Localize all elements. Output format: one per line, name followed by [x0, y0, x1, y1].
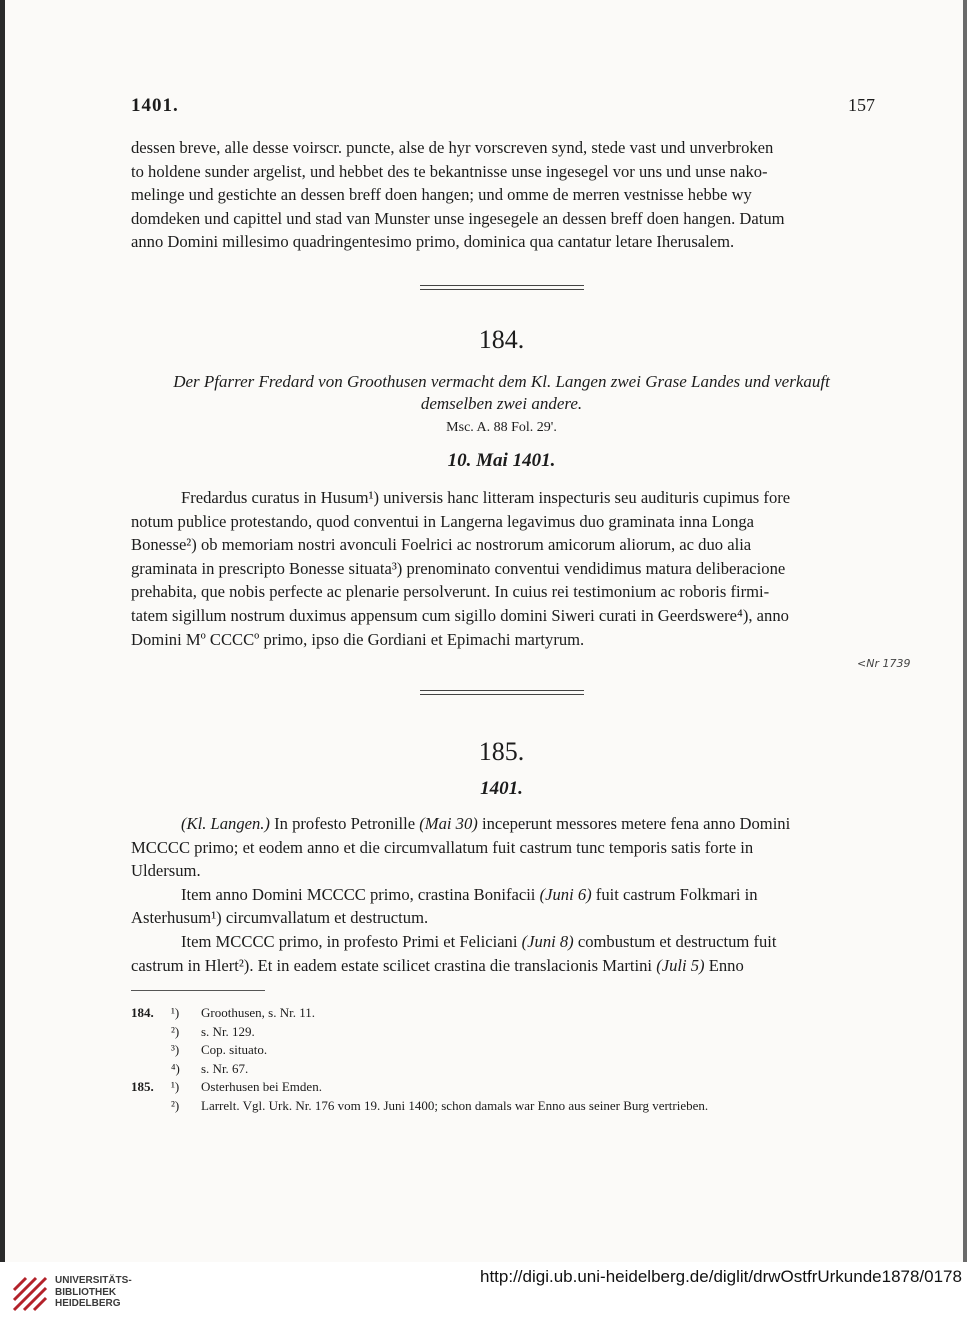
text-line: melinge und gestichte an dessen breff doen hangen; und omme de merren vestnisse hebbe wy — [131, 185, 752, 205]
footnote: ³) Cop. situato. — [171, 1042, 268, 1058]
text-line: Uldersum. — [131, 861, 201, 881]
document-184-title — [131, 371, 872, 415]
permalink-url[interactable]: http://digi.ub.uni-heidelberg.de/diglit/drwOstfrUrkunde1878/0178 — [480, 1267, 962, 1286]
library-logo-icon[interactable] — [12, 1276, 48, 1312]
text-line: notum publice protestando, quod conventui in Langerna legavimus duo graminata inna Longa — [131, 511, 755, 531]
text-line: prehabita, que nobis perfecte ac plenarie persolverunt. In cuius rei testimonium ac roboris firmi- — [131, 582, 770, 602]
section-divider — [420, 289, 584, 290]
text-line: Asterhusum¹) circumvallatum et destructum. — [131, 908, 429, 928]
document-184-text-cont — [131, 510, 872, 652]
title-line: demselben zwei andere. — [420, 394, 583, 413]
footnote-rule — [131, 990, 265, 991]
title-line: Der Pfarrer Fredard von Groothusen vermacht dem Kl. Langen zwei Grase Landes und verkauft — [173, 372, 830, 391]
text-line: Item anno Domini MCCCC primo, crastina Bonifacii (Juni 6) fuit castrum Folkmari in — [181, 884, 758, 904]
text-line: domdeken und capittel und stad van Munster unse ingesegele an dessen breff doen hangen. Datum — [131, 208, 785, 228]
logo-stripes — [14, 1278, 46, 1310]
scan-edge-left — [0, 0, 5, 1262]
text-line: graminata in prescripto Bonesse situata³) prenominato conventui vendidimus matura deliberacione — [131, 558, 786, 578]
manuscript-reference: Msc. A. 88 Fol. 29'. — [446, 420, 557, 435]
document-184-date: 10. Mai 1401. — [447, 450, 556, 471]
text-line: dessen breve, alle desse voirscr. puncte, alse de hyr vorscreven synd, stede vast und unverbroken — [131, 138, 774, 157]
text-line: Item MCCCC primo, in profesto Primi et Feliciani (Juni 8) combustum et destructum fuit — [181, 932, 777, 951]
text-line: castrum in Hlert²). Et in eadem estate scilicet crastina die translacionis Martini (Juli 5) Enno — [131, 955, 744, 975]
intro-paragraph — [131, 136, 872, 254]
date-annotation: (Juni 6) — [539, 884, 592, 904]
document-185-date: 1401. — [480, 778, 523, 799]
date-annotation: (Mai 30) — [419, 814, 478, 833]
footnote: ⁴) s. Nr. 67. — [171, 1060, 249, 1076]
text-line: Bonesse²) ob memoriam nostri avonculi Foelrici ac nostrorum amicorum aliorum, ac duo alia — [131, 535, 752, 555]
document-number-184: 184. — [478, 325, 525, 354]
text-line: Domini Mº CCCCº primo, ipso die Gordiani et Epimachi martyrum. — [131, 629, 585, 649]
footnote-list — [131, 1004, 708, 1116]
footnote: 185. ¹) Osterhusen bei Emden. — [131, 1079, 322, 1095]
scan-edge-right — [963, 0, 967, 1262]
document-185-paragraph-3 — [131, 930, 872, 977]
text-line: anno Domini millesimo quadringentesimo primo, dominica qua cantatur letare Iherusalem. — [131, 232, 735, 252]
text-line: tatem sigillum nostrum duximus appensum cum sigillo domini Siweri curati in Geerdswere⁴), anno — [131, 605, 789, 625]
text-line: Fredardus curatus in Husum¹) universis hanc litteram inspecturis seu audituris cupimus fore — [181, 488, 791, 507]
place-annotation: (Kl. Langen.) — [181, 814, 270, 833]
document-number-185: 185. — [478, 737, 525, 766]
section-divider — [420, 690, 584, 691]
page-number: 157 — [848, 95, 875, 115]
section-divider — [420, 694, 584, 695]
running-head-year: 1401. — [131, 95, 179, 116]
document-185-paragraph-2 — [131, 883, 872, 930]
document-185-paragraph-1 — [131, 812, 872, 883]
footnote: ²) s. Nr. 129. — [171, 1023, 255, 1039]
date-annotation: (Juli 5) — [656, 955, 705, 975]
library-logo-text[interactable]: UNIVERSITÄTS- BIBLIOTHEK HEIDELBERG — [55, 1275, 132, 1309]
date-annotation: (Juni 8) — [521, 932, 574, 951]
handwritten-margin-note: <Nr 1739 — [857, 657, 911, 670]
text-line: (Kl. Langen.) In profesto Petronille (Mai 30) inceperunt messores metere fena anno Domini — [181, 814, 791, 833]
text-line: MCCCC primo; et eodem anno et die circumvallatum fuit castrum tunc temporis satis forte in — [131, 837, 754, 857]
section-divider — [420, 285, 584, 286]
footnote: 184. ¹) Groothusen, s. Nr. 11. — [131, 1005, 315, 1020]
document-184-text — [131, 486, 872, 510]
footnote: ²) Larrelt. Vgl. Urk. Nr. 176 vom 19. Juni 1400; schon damals war Enno aus seiner Burg vertrieben. — [171, 1097, 709, 1113]
text-line: to holdene sunder argelist, und hebbet des te bekantnisse unse ingesegel vor uns und unse nako- — [131, 161, 768, 181]
